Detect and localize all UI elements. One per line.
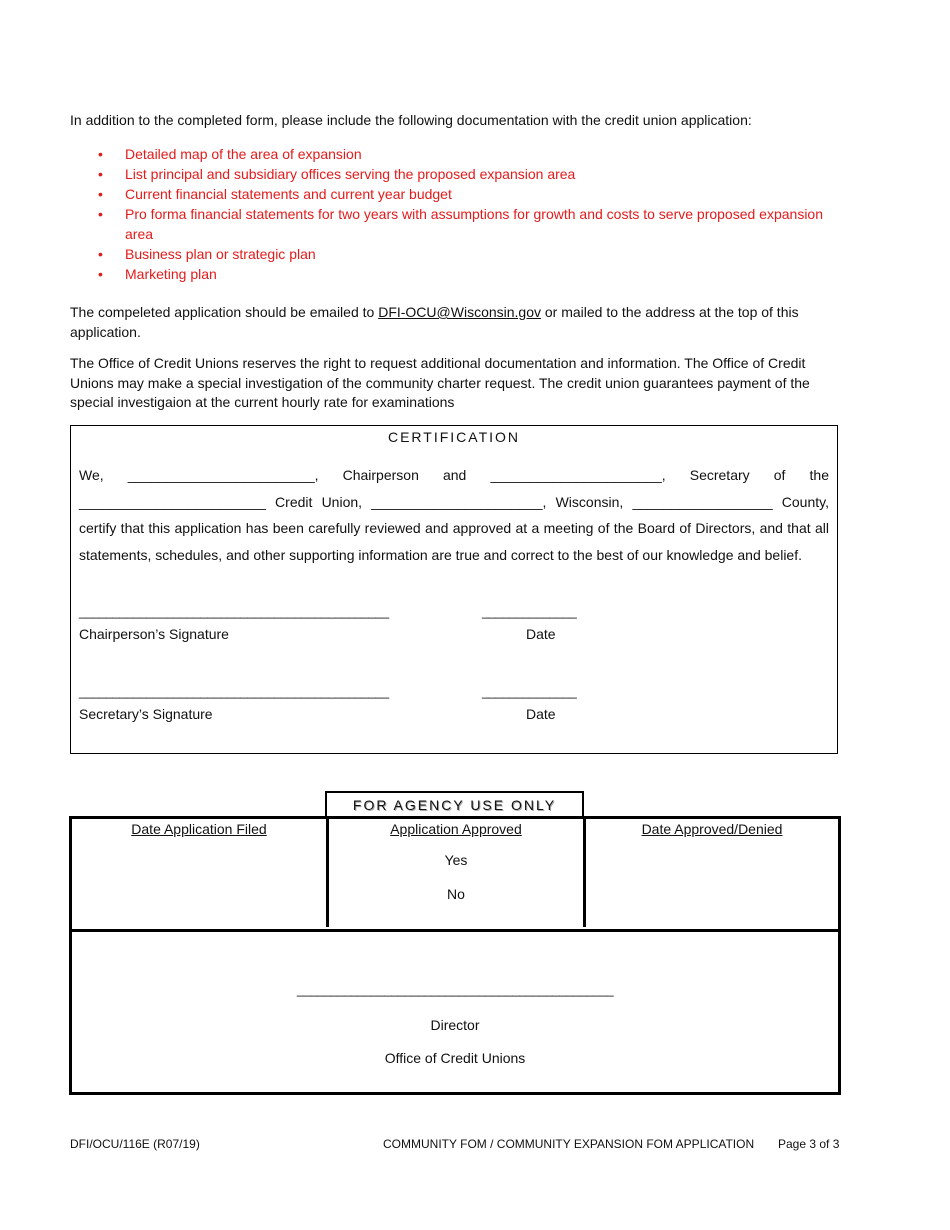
list-item: • Business plan or strategic plan xyxy=(70,244,830,264)
certification-title: CERTIFICATION xyxy=(387,429,521,445)
list-item: • Pro forma financial statements for two years with assumptions for growth and costs to serve proposed expansion area xyxy=(70,204,830,244)
yes-option[interactable]: Yes xyxy=(444,852,468,868)
email-link[interactable]: DFI-OCU@Wisconsin.gov xyxy=(378,304,541,320)
list-item: • List principal and subsidiary offices serving the proposed expansion area xyxy=(70,164,830,184)
submission-text-before: The compeleted application should be emailed to xyxy=(70,304,379,320)
secretary-signature-line[interactable]: ______________________________________________ xyxy=(79,684,389,699)
list-item: • Marketing plan xyxy=(70,264,830,284)
chair-signature-line[interactable]: ______________________________________________ xyxy=(79,604,389,619)
no-option[interactable]: No xyxy=(447,886,465,902)
date-approved-cell xyxy=(586,819,838,927)
agency-use-table xyxy=(69,816,841,1095)
reservation-paragraph: The Office of Credit Unions reserves the right to request additional documentation and information. The Office of Credit Unions may make a special investigation of the community charter request. The credit union guarantees payment of the special investigaion at the current hourly rate for examinations xyxy=(70,355,810,410)
form-id: DFI/OCU/116E (R07/19) xyxy=(70,1137,200,1151)
agency-use-label: FOR AGENCY USE ONLY xyxy=(325,791,584,817)
director-title: Director xyxy=(430,1017,480,1033)
date-filed-cell xyxy=(72,819,326,927)
chair-date-line[interactable]: ______________ xyxy=(482,604,577,619)
secretary-date-line[interactable]: ______________ xyxy=(482,684,577,699)
submission-text-after: or mailed to the address at the top of this application. xyxy=(70,304,799,340)
submission-paragraph xyxy=(70,303,840,342)
certification-statement: We, ________________________, Chairperson and ______________________, Secretary of the ________________________ Credit Union, ______________________, Wisconsin, __________________ County, certify that this application has been carefully reviewed and approved at a meeting of the Board of Directors, and that all statements, schedules, and other supporting information are true and correct to the best of our knowledge and belief. xyxy=(79,467,829,563)
application-approved-header: Application Approved xyxy=(390,821,522,837)
certification-box xyxy=(70,425,838,754)
office-name: Office of Credit Unions xyxy=(384,1050,526,1066)
date-approved-header: Date Approved/Denied xyxy=(641,821,783,837)
secretary-signature-label: Secretary’s Signature xyxy=(79,706,213,722)
chair-date-label: Date xyxy=(526,626,556,642)
list-item: • Current financial statements and current year budget xyxy=(70,184,830,204)
application-approved-cell xyxy=(326,819,586,927)
required-documents-list xyxy=(70,144,830,284)
footer-title: COMMUNITY FOM / COMMUNITY EXPANSION FOM APPLICATION xyxy=(383,1137,755,1151)
page-number: Page 3 of 3 xyxy=(778,1137,840,1151)
director-section xyxy=(72,929,838,1092)
director-signature-line[interactable]: _______________________________________________ xyxy=(296,982,614,997)
list-item: • Detailed map of the area of expansion xyxy=(70,144,830,164)
secretary-date-label: Date xyxy=(526,706,556,722)
chair-signature-label: Chairperson’s Signature xyxy=(79,626,229,642)
intro-text: In addition to the completed form, please include the following documentation with the credit union application: xyxy=(70,112,752,128)
date-filed-header: Date Application Filed xyxy=(131,821,267,837)
